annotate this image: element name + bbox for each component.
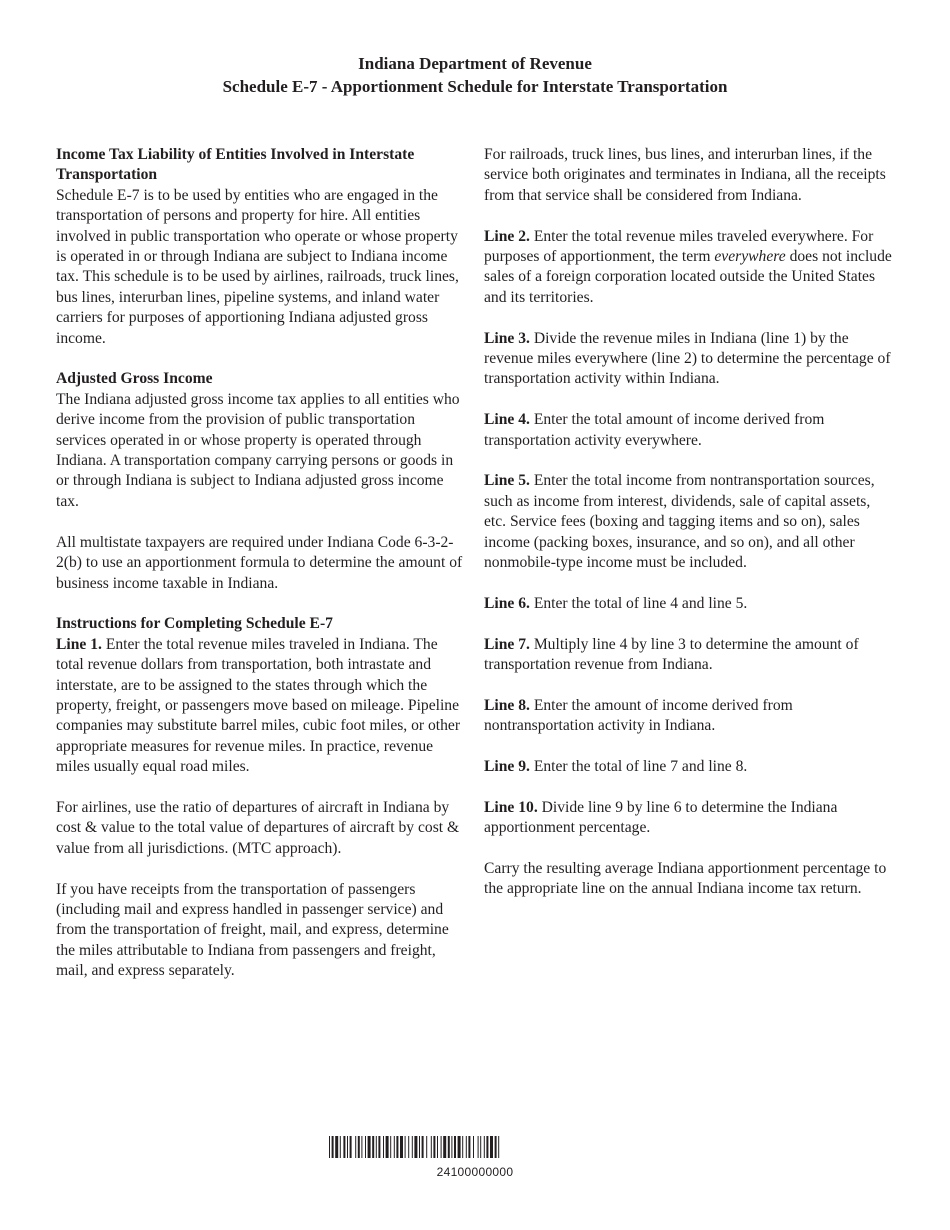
- line-1-instruction: [56, 635, 468, 778]
- section-text: The Indiana adjusted gross income tax applies to all entities who derive income from the provision of public transportation services operated in or whose property is operated through Indiana. A transportation company carrying persons or goods in or through Indiana is subject to Indiana adjusted gross income tax.: [56, 390, 460, 510]
- barcode-number: 24100000000: [436, 1165, 514, 1179]
- section-heading: Instructions for Completing Schedule E-7: [56, 615, 333, 633]
- page-header: [0, 52, 950, 98]
- right-column: [484, 145, 896, 920]
- line-4-instruction: [484, 410, 896, 451]
- section-instructions: [56, 614, 468, 777]
- line-label: Line 9.: [484, 758, 530, 776]
- section-airlines: [56, 798, 468, 859]
- section-text: Carry the resulting average Indiana apportionment percentage to the appropriate line on the annual Indiana income tax return.: [484, 860, 887, 898]
- section-railroads: [484, 145, 896, 206]
- line-8-instruction: [484, 696, 896, 737]
- section-multistate: [56, 533, 468, 594]
- section-heading: Income Tax Liability of Entities Involved in Interstate Transportation: [56, 146, 415, 184]
- section-text: For airlines, use the ratio of departures of aircraft in Indiana by cost & value to the total value of departures of aircraft by cost & value from all jurisdictions. (MTC approach).: [56, 798, 460, 857]
- schedule-title: Schedule E-7 - Apportionment Schedule for Interstate Transportation: [222, 77, 728, 96]
- line-10-instruction: [484, 798, 896, 839]
- line-2-instruction: [484, 227, 896, 309]
- section-text: For railroads, truck lines, bus lines, and interurban lines, if the service both originates and terminates in Indiana, all the receipts from that service shall be considered from Indiana.: [484, 146, 886, 204]
- section-text: If you have receipts from the transportation of passengers (including mail and express handled in passenger service) and from the transportation of freight, mail, and express, determine the miles attributable to Indiana from passengers and freight, mail, and express separately.: [56, 880, 449, 980]
- left-column: [56, 145, 468, 1002]
- section-receipts: [56, 880, 468, 982]
- line-text: Enter the total revenue miles traveled everywhere. For purposes of apportionment, the term: [484, 227, 874, 266]
- line-text: Divide the revenue miles in Indiana (line 1) by the revenue miles everywhere (line 2) to determine the percentage of transportation activity within Indiana.: [484, 329, 891, 388]
- section-heading: Adjusted Gross Income: [56, 370, 213, 388]
- barcode-icon: [329, 1136, 621, 1158]
- line-text: Enter the total of line 4 and line 5.: [529, 594, 748, 612]
- line-label: Line 1.: [56, 635, 102, 653]
- section-income-tax-liability: [56, 145, 468, 349]
- section-carry: [484, 859, 896, 900]
- line-text: Enter the total income from nontransportation sources, such as income from interest, dividends, sale of capital assets, etc. Service fees (boxing and tagging items and so on), sales income (packing boxes, insurance, and so on), and all other nonmobile-type income must be included.: [484, 472, 875, 572]
- barcode-area: [0, 1136, 950, 1179]
- line-label: Line 10.: [484, 798, 538, 816]
- line-7-instruction: [484, 635, 896, 676]
- section-adjusted-gross-income: [56, 369, 468, 512]
- line-text: Enter the total revenue miles traveled in Indiana. The total revenue dollars from transportation, both intrastate and interstate, are to be assigned to the states through which the property, freight, or passengers move based on mileage. Pipeline companies may substitute barrel miles, cubic foot miles, or other appropriate measures for revenue miles. In practice, revenue miles usually equal road miles.: [56, 635, 461, 776]
- line-9-instruction: [484, 757, 896, 777]
- line-text: Enter the total of line 7 and line 8.: [529, 758, 748, 776]
- section-text: Schedule E-7 is to be used by entities who are engaged in the transportation of persons and property for hire. All entities involved in public transportation who operate or whose property is operated in or through Indiana are subject to Indiana income tax. This schedule is to be used by airlines, railroads, truck lines, bus lines, interurban lines, pipeline systems, and inland water carriers for purposes of apportioning Indiana adjusted gross income.: [56, 186, 459, 347]
- line-label: Line 6.: [484, 594, 530, 612]
- emphasis-term: everywhere: [714, 248, 786, 266]
- line-text: does not include sales of a foreign corporation located outside the United States and its territories.: [484, 248, 892, 306]
- line-text: Divide line 9 by line 6 to determine the Indiana apportionment percentage.: [484, 798, 838, 837]
- line-6-instruction: [484, 594, 896, 614]
- line-label: Line 7.: [484, 635, 530, 653]
- line-label: Line 4.: [484, 411, 530, 429]
- line-3-instruction: [484, 329, 896, 390]
- line-label: Line 8.: [484, 696, 530, 714]
- line-label: Line 3.: [484, 329, 530, 347]
- section-text: All multistate taxpayers are required under Indiana Code 6-3-2-2(b) to use an apportionment formula to determine the amount of business income taxable in Indiana.: [56, 533, 463, 592]
- line-label: Line 5.: [484, 472, 530, 490]
- line-label: Line 2.: [484, 227, 530, 245]
- department-title: Indiana Department of Revenue: [358, 54, 592, 73]
- line-text: Enter the total amount of income derived from transportation activity everywhere.: [484, 411, 825, 449]
- line-5-instruction: [484, 471, 896, 573]
- line-text: Enter the amount of income derived from nontransportation activity in Indiana.: [484, 696, 793, 735]
- line-text: Multiply line 4 by line 3 to determine the amount of transportation revenue from Indiana.: [484, 635, 859, 674]
